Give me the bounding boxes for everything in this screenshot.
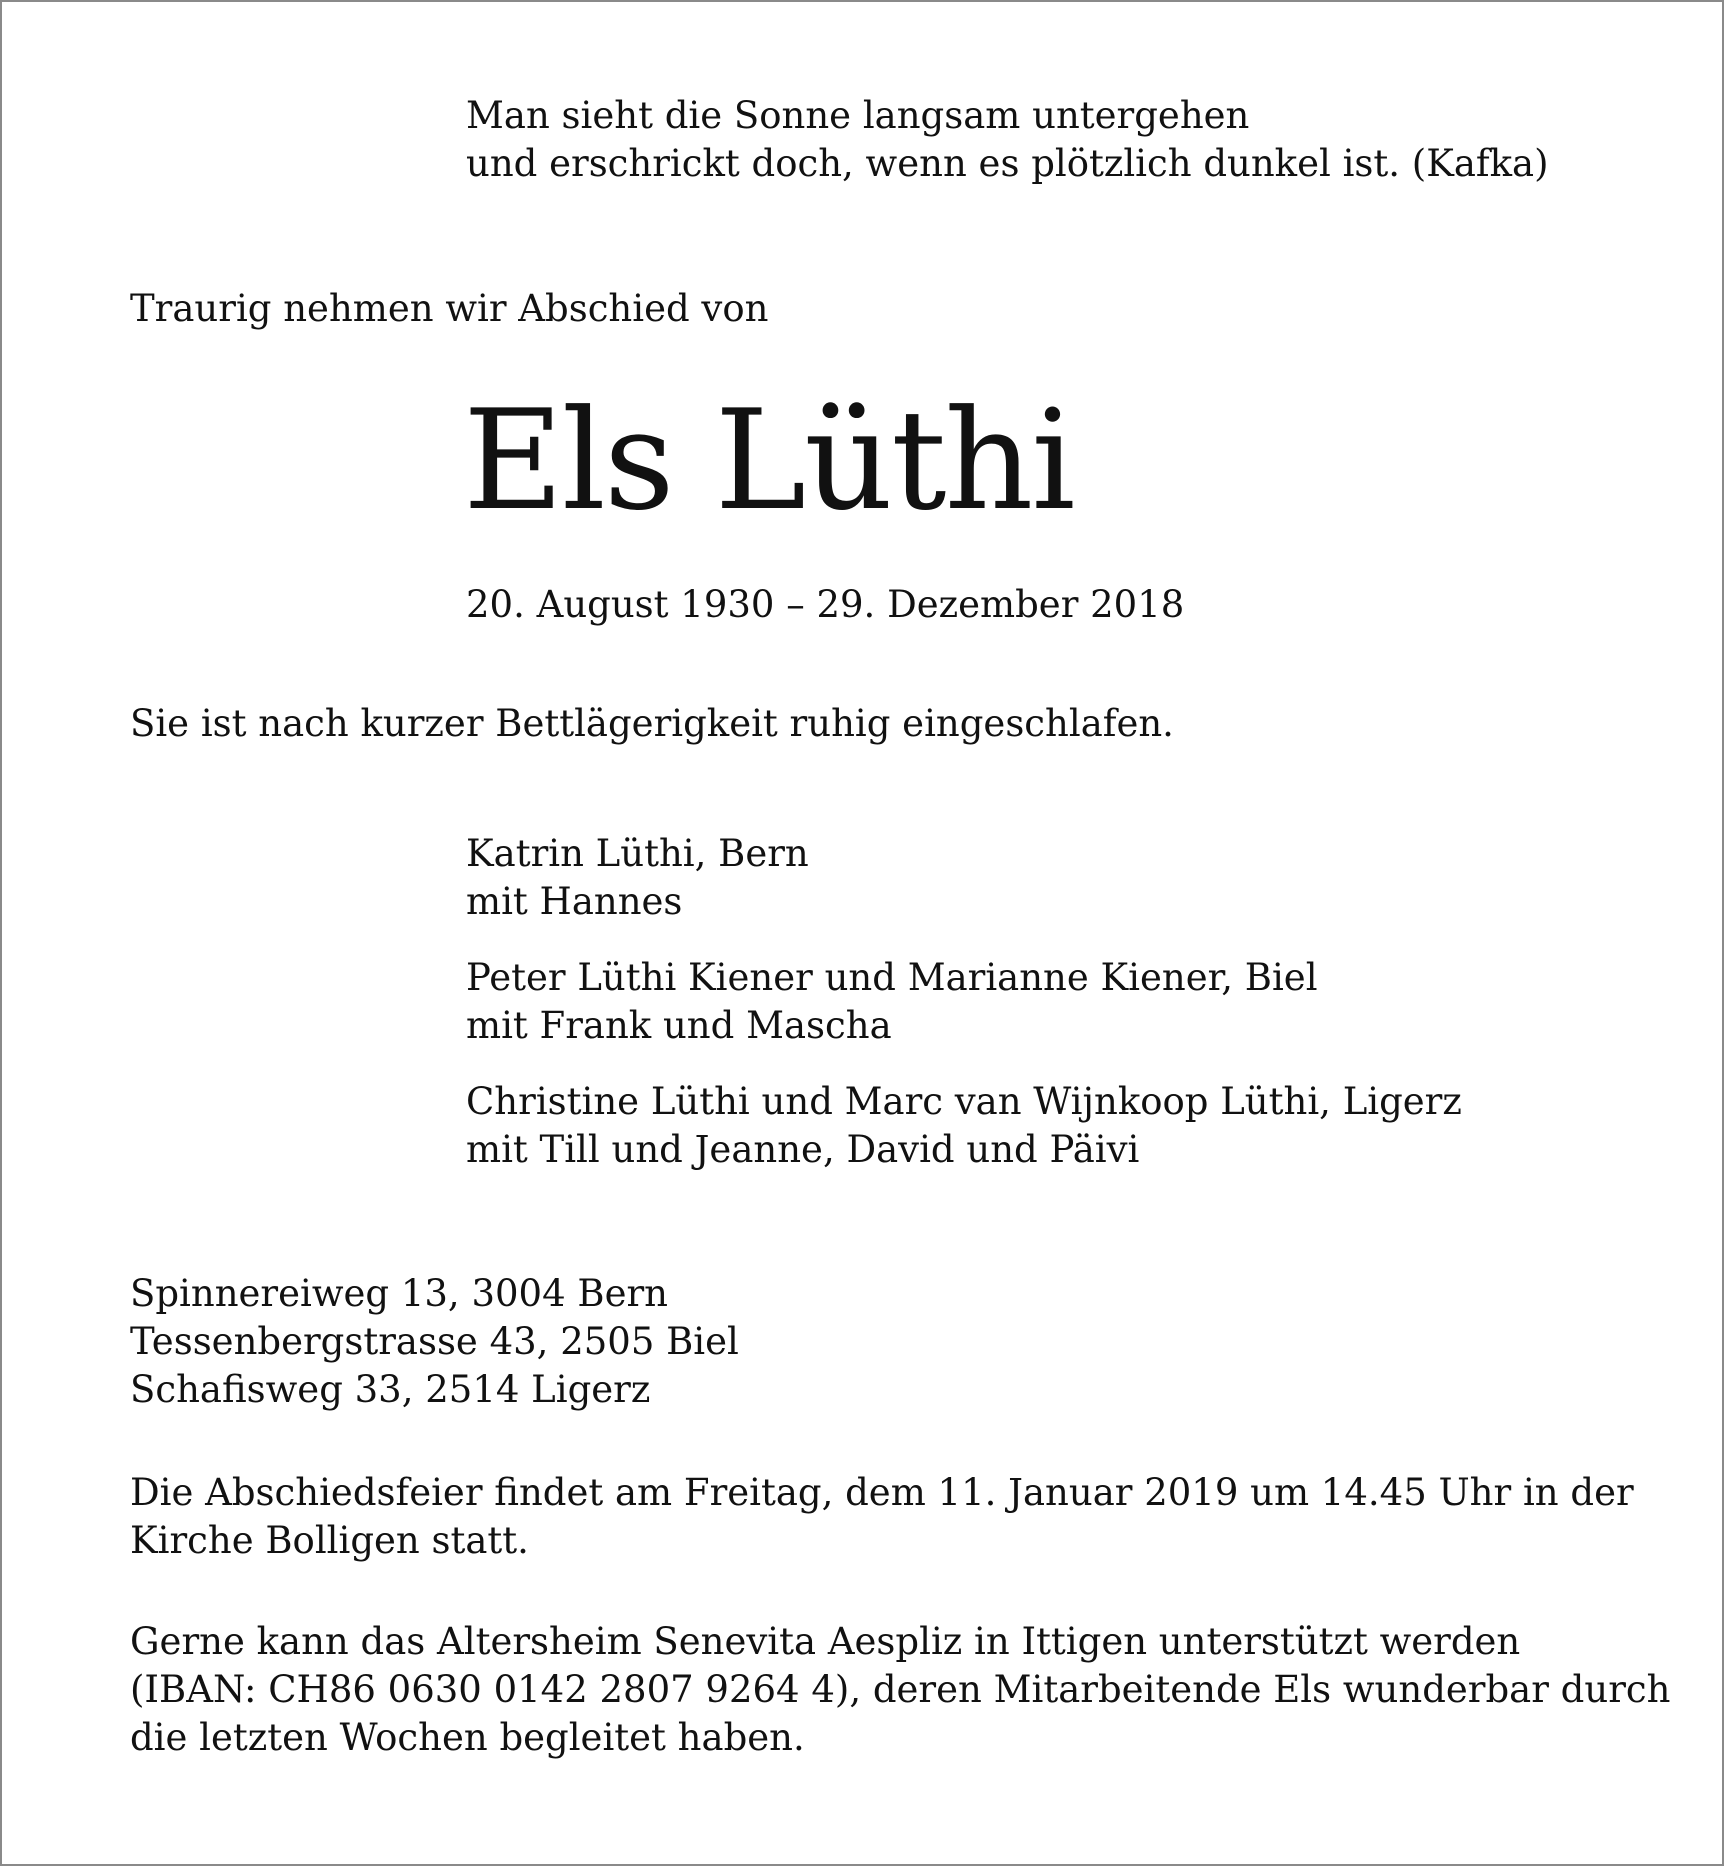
relatives-list [466, 830, 1462, 1202]
address-line: Spinnereiweg 13, 3004 Bern [130, 1272, 668, 1315]
quote-line: und erschrickt doch, wenn es plötzlich dunkel ist. (Kafka) [466, 142, 1549, 185]
donation-line: Gerne kann das Altersheim Senevita Aespliz in Ittigen unterstützt werden [130, 1620, 1521, 1663]
farewell-intro [130, 285, 768, 333]
relative-name: Katrin Lüthi, Bern [466, 832, 809, 875]
life-dates [466, 581, 1184, 629]
relative-name: Christine Lüthi und Marc van Wijnkoop Lüthi, Ligerz [466, 1080, 1462, 1123]
deceased-name: Els Lüthi [463, 380, 1074, 541]
relative-group [466, 1078, 1462, 1174]
farewell-intro-text: Traurig nehmen wir Abschied von [130, 287, 769, 330]
life-dates-text: 20. August 1930 – 29. Dezember 2018 [466, 583, 1185, 626]
relative-family: mit Frank und Mascha [466, 1004, 892, 1047]
donation-line: die letzten Wochen begleitet haben. [130, 1716, 805, 1759]
passing-statement [130, 700, 1174, 748]
kafka-quote [466, 92, 1549, 188]
relative-family: mit Hannes [466, 880, 683, 923]
address-line: Tessenbergstrasse 43, 2505 Biel [130, 1320, 739, 1363]
ceremony-line: Kirche Bolligen statt. [130, 1519, 529, 1562]
donation-line: (IBAN: CH86 0630 0142 2807 9264 4), deren Mitarbeitende Els wunderbar durch [130, 1668, 1671, 1711]
address-line: Schafisweg 33, 2514 Ligerz [130, 1368, 651, 1411]
donation-notice [130, 1618, 1670, 1762]
relative-group [466, 830, 1462, 926]
passing-statement-text: Sie ist nach kurzer Bettlägerigkeit ruhig eingeschlafen. [130, 702, 1174, 745]
ceremony-line: Die Abschiedsfeier findet am Freitag, dem 11. Januar 2019 um 14.45 Uhr in der [130, 1471, 1634, 1514]
quote-line: Man sieht die Sonne langsam untergehen [466, 94, 1250, 137]
relative-name: Peter Lüthi Kiener und Marianne Kiener, Biel [466, 956, 1318, 999]
address-list [130, 1270, 739, 1414]
ceremony-notice [130, 1469, 1634, 1565]
relative-family: mit Till und Jeanne, David und Päivi [466, 1128, 1140, 1171]
relative-group [466, 954, 1462, 1050]
